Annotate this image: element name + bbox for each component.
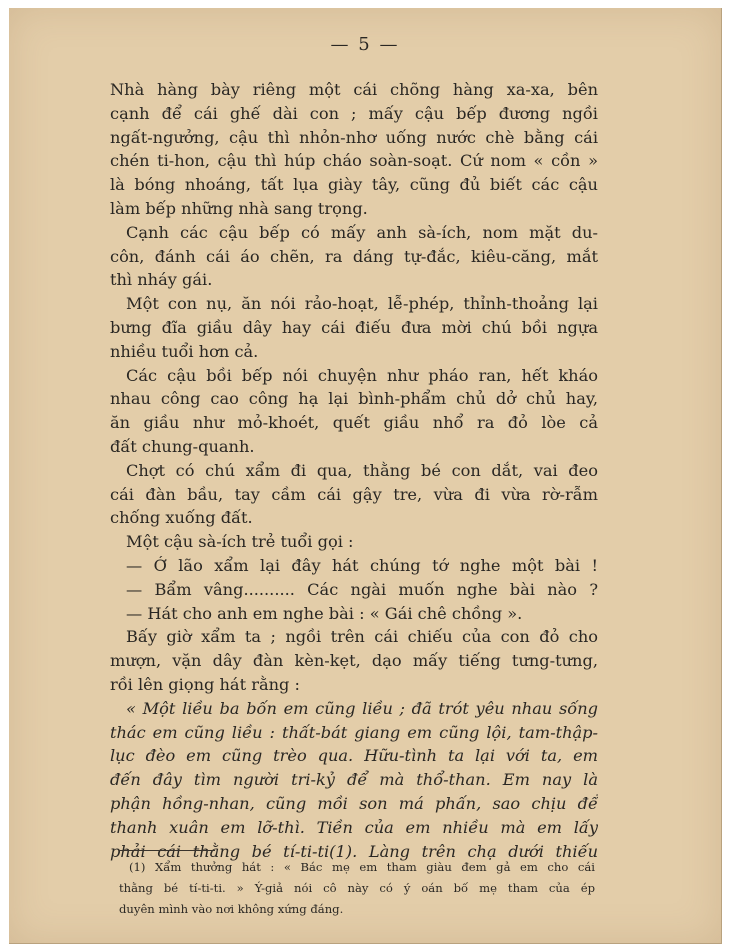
text-line: làm bếp những nhà sang trọng. — [110, 198, 368, 218]
text-line: nhiều tuổi hơn cả. — [110, 341, 259, 361]
dialogue-line: — Bẩm vâng.......... Các ngài muốn nghe bài nào ? — [126, 579, 598, 599]
text-line: mượn, vặn dây đàn kèn-kẹt, dạo mấy tiếng tưng-tưng, — [110, 651, 598, 671]
book-page — [9, 8, 722, 944]
text-line: ngất-ngưởng, cậu thì nhỏn-nhơ uống nước chè bằng cái — [110, 127, 598, 147]
text-line: Bấy giờ xẩm ta ; ngồi trên cái chiếu của con đỏ cho — [126, 627, 598, 647]
dialogue-line: — Ớ lão xẩm lại đây hát chúng tớ nghe một bài ! — [126, 555, 598, 575]
text-line: thì nháy gái. — [110, 270, 213, 290]
footnote-separator — [119, 850, 215, 851]
text-line: côn, đánh cái áo chẽn, ra dáng tự-đắc, kiêu-căng, mắt — [110, 246, 598, 266]
song-line: « Một liều ba bốn em cũng liều ; đã trót yêu nhau sống — [126, 698, 598, 718]
page-number: — 5 — — [330, 34, 400, 55]
text-line: Các cậu bồi bếp nói chuyện như pháo ran, hết kháo — [126, 365, 598, 385]
song-line: thanh xuân em lỡ-thì. Tiền của em nhiều mà em lấy — [110, 817, 598, 837]
text-line: Một con nụ, ăn nói rảo-hoạt, lễ-phép, thỉnh-thoảng lại — [126, 294, 598, 314]
footnote-line: (1) Xẩm thưởng hát : « Bác mẹ em tham giàu đem gả em cho cái — [129, 860, 595, 874]
song-line: đến đây tìm người tri-kỷ để mà thổ-than. Em nay là — [110, 770, 598, 790]
song-line: thác em cũng liều : thất-bát giang em cũng lội, tam-thập- — [110, 722, 598, 742]
text-line: ăn giầu như mỏ-khoét, quết giầu nhổ ra đỏ lòe cả — [110, 413, 598, 433]
footnote-line: duyên mình vào nơi không xứng đáng. — [119, 902, 344, 916]
text-line: cạnh để cái ghế dài con ; mấy cậu bếp đương ngồi — [110, 103, 598, 123]
song-line: phải cái thằng bé tí-ti-ti(1). Làng trên chạ dưới thiếu — [110, 841, 598, 861]
text-line: chén ti-hon, cậu thì húp cháo soàn-soạt. Cứ nom « cồn » — [110, 151, 598, 171]
text-line: bưng đĩa giầu dây hay cái điếu đưa mời chú bồi ngựa — [110, 317, 598, 337]
text-line: là bóng nhoáng, tất lụa giày tây, cũng đủ biết các cậu — [110, 175, 598, 195]
main-text — [110, 78, 598, 863]
text-line: Một cậu sà-ích trẻ tuổi gọi : — [126, 532, 354, 552]
song-line: phận hồng-nhan, cũng mồi son má phấn, sao chịu để — [110, 793, 598, 813]
text-line: chống xuống đất. — [110, 508, 253, 528]
text-line: Chợt có chú xẩm đi qua, thằng bé con dắt, vai đeo — [126, 460, 598, 480]
song-line: lục đèo em cũng trèo qua. Hữu-tình ta lại với ta, em — [110, 746, 598, 766]
text-line: Nhà hàng bày riêng một cái chõng hàng xa-xa, bên — [110, 80, 598, 99]
dialogue-line: — Hát cho anh em nghe bài : « Gái chê chồng ». — [126, 603, 523, 623]
footnote — [119, 857, 595, 920]
text-line: rồi lên giọng hát rằng : — [110, 674, 301, 694]
footnote-line: thằng bé tí-ti-ti. » Ý-giả nói cô này có ý oán bố mẹ tham của ép — [119, 881, 595, 895]
text-line: nhau công cao công hạ lại bình-phẩm chủ dở chủ hay, — [110, 389, 598, 409]
text-line: cái đàn bầu, tay cầm cái gậy tre, vừa đi vừa rờ-rẫm — [110, 484, 598, 504]
text-line: Cạnh các cậu bếp có mấy anh sà-ích, nom mặt du- — [126, 222, 598, 242]
text-line: đất chung-quanh. — [110, 436, 255, 456]
